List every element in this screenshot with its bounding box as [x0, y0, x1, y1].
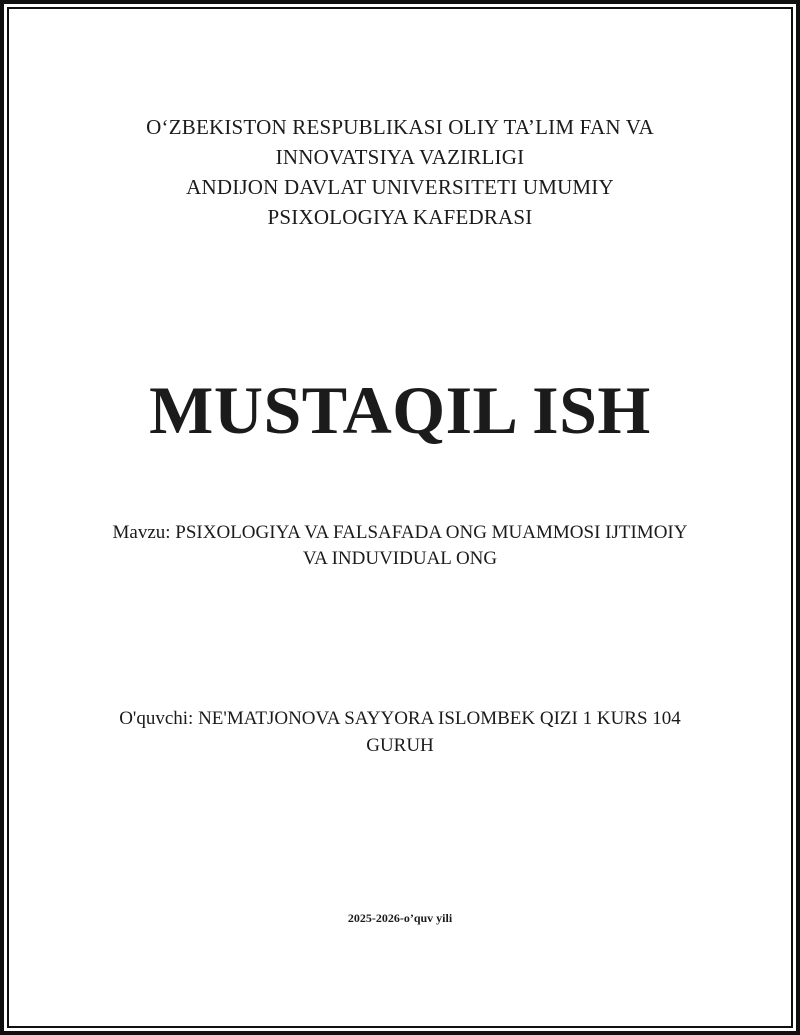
university-header — [9, 112, 791, 232]
header-line-4: PSIXOLOGIYA KAFEDRASI — [267, 205, 533, 229]
student-line-2: GURUH — [366, 735, 434, 756]
header-line-2: INNOVATSIYA VAZIRLIGI — [275, 145, 525, 169]
header-line-3: ANDIJON DAVLAT UNIVERSITETI UMUMIY — [186, 175, 614, 199]
academic-year: 2025-2026-o’quv yili — [347, 911, 453, 925]
page-border-frame — [7, 7, 793, 1028]
topic-line-2: VA INDUVIDUAL ONG — [302, 548, 498, 569]
document-title: MUSTAQIL ISH — [149, 372, 651, 448]
student-section — [9, 705, 791, 759]
student-line-1: O'quvchi: NE'MATJONOVA SAYYORA ISLOMBEK QIZI 1 KURS 104 — [119, 708, 681, 729]
topic-line-1: Mavzu: PSIXOLOGIYA VA FALSAFADA ONG MUAMMOSI IJTIMOIY — [112, 522, 688, 543]
topic-section — [9, 520, 791, 572]
header-line-1: OʻZBEKISTON RESPUBLIKASI OLIY TA’LIM FAN VA — [146, 115, 654, 139]
